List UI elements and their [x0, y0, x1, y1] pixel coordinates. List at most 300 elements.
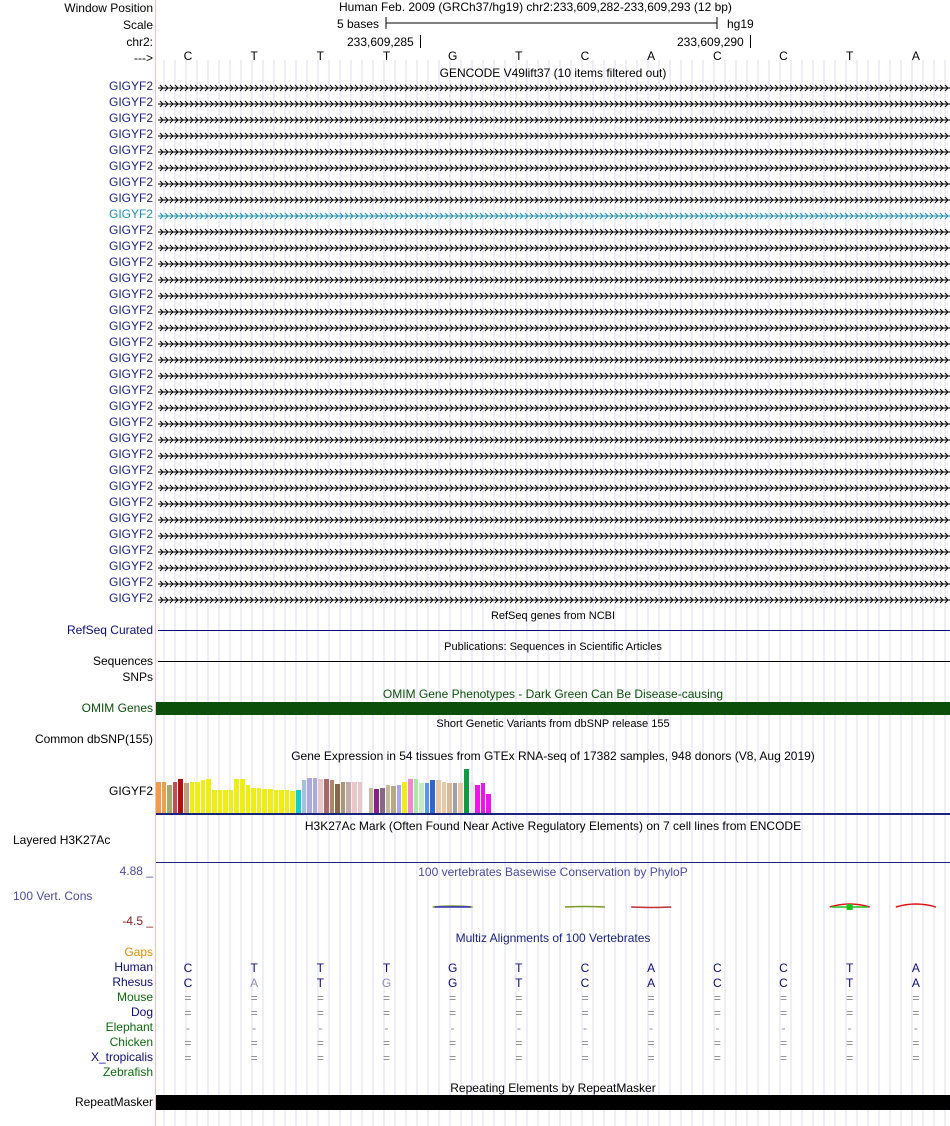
gencode-transcript[interactable]	[156, 546, 950, 556]
gencode-transcript-label[interactable]: GIGYF2	[108, 143, 153, 157]
alignment-base: =	[184, 1006, 192, 1020]
gencode-transcript-label[interactable]: GIGYF2	[108, 207, 153, 221]
alignment-base: =	[515, 1051, 523, 1065]
alignment-base: =	[713, 1051, 721, 1065]
gtex-tissue-bar[interactable]	[475, 785, 480, 813]
gtex-tissue-bar[interactable]	[201, 780, 206, 813]
dbsnp-title: Short Genetic Variants from dbSNP release 155	[436, 718, 670, 730]
alignment-base: =	[912, 1051, 920, 1065]
alignment-base: T	[316, 961, 324, 975]
alignment-base: C	[712, 976, 722, 990]
alignment-base: =	[316, 991, 324, 1005]
gencode-transcript-label[interactable]: GIGYF2	[108, 351, 153, 365]
gtex-tissue-bar[interactable]	[458, 783, 463, 813]
gencode-transcript[interactable]	[156, 514, 950, 524]
gtex-tissue-bar[interactable]	[206, 779, 211, 813]
alignment-base: =	[184, 1051, 192, 1065]
gencode-transcript-label[interactable]: GIGYF2	[108, 303, 153, 317]
alignment-base: =	[779, 1006, 787, 1020]
gencode-transcript[interactable]	[156, 594, 950, 604]
alignment-base: C	[779, 961, 788, 975]
gtex-tissue-bar[interactable]	[178, 779, 183, 813]
phylop-title: 100 vertebrates Basewise Conservation by PhyloP	[418, 865, 688, 879]
coord-left-tick	[420, 35, 421, 48]
sequence-base: A	[647, 49, 656, 63]
gtex-tissue-bar[interactable]	[425, 783, 430, 813]
transcript-line	[156, 275, 950, 285]
coord-right: 233,609,290	[677, 35, 744, 49]
sequence-base: T	[250, 49, 258, 63]
strand-label[interactable]: --->	[134, 51, 153, 65]
sequence-base: T	[382, 49, 391, 63]
gencode-transcript-label[interactable]: GIGYF2	[108, 511, 153, 525]
alignment-base: =	[382, 1036, 390, 1050]
transcript-line	[156, 355, 950, 365]
transcript-line	[156, 451, 950, 461]
phylop-score-mark	[847, 904, 853, 910]
gencode-transcript-label[interactable]: GIGYF2	[108, 399, 153, 413]
gtex-tissue-bar[interactable]	[190, 782, 195, 813]
gtex-tissue-bar[interactable]	[279, 790, 284, 813]
species-label[interactable]: Rhesus	[112, 975, 153, 989]
alignment-base: G	[447, 961, 458, 975]
gtex-tissue-bar[interactable]	[358, 782, 363, 813]
alignment-base: -	[252, 1021, 257, 1035]
alignment-base: =	[647, 1051, 655, 1065]
transcript-line	[156, 291, 950, 301]
gtex-tissue-bar[interactable]	[162, 782, 167, 813]
scale-bar	[384, 15, 720, 31]
alignment-base: -	[384, 1021, 389, 1035]
refseq-title: RefSeq genes from NCBI	[490, 610, 616, 622]
species-label[interactable]: Human	[114, 960, 153, 974]
scale-label[interactable]: Scale	[122, 18, 153, 32]
gtex-tissue-bar[interactable]	[335, 784, 340, 813]
alignment-base: =	[647, 1036, 655, 1050]
gencode-transcript[interactable]	[156, 242, 950, 252]
gtex-tissue-bar[interactable]	[296, 790, 301, 813]
gtex-tissue-bar[interactable]	[240, 779, 245, 813]
alignment-base: =	[713, 1006, 721, 1020]
alignment-base: =	[846, 1051, 854, 1065]
transcript-line	[156, 595, 950, 605]
gencode-transcript-label[interactable]: GIGYF2	[108, 463, 153, 477]
transcript-line	[156, 99, 950, 109]
gtex-tissue-bar[interactable]	[436, 780, 441, 813]
alignment-base: -	[583, 1021, 587, 1035]
gencode-transcript[interactable]	[156, 386, 950, 396]
transcript-line	[156, 307, 950, 317]
gtex-tissue-bar[interactable]	[257, 788, 262, 813]
alignment-base: A	[647, 976, 656, 990]
sequence-base: T	[515, 49, 523, 63]
alignment-base: =	[250, 1036, 258, 1050]
gencode-title: GENCODE V49lift37 (10 items filtered out)	[439, 66, 667, 80]
alignment-base: =	[912, 1006, 920, 1020]
transcript-line	[156, 195, 950, 205]
phylop-max-label: 4.88 _	[119, 864, 153, 878]
gtex-tissue-bar[interactable]	[369, 788, 374, 813]
gencode-transcript-label[interactable]: GIGYF2	[108, 287, 153, 301]
alignment-base: =	[713, 991, 721, 1005]
species-label[interactable]: X_tropicalis	[90, 1050, 153, 1064]
h3k27ac-label[interactable]: Layered H3K27Ac	[13, 833, 111, 847]
gencode-transcript[interactable]	[156, 162, 950, 172]
gencode-transcript-label[interactable]: GIGYF2	[108, 271, 153, 285]
sequence-base: C	[183, 49, 193, 63]
gencode-transcript[interactable]	[156, 226, 950, 236]
omim-title: OMIM Gene Phenotypes - Dark Green Can Be Disease-causing	[382, 687, 724, 701]
gencode-transcript-label[interactable]: GIGYF2	[108, 319, 153, 333]
gencode-transcript[interactable]	[156, 450, 950, 460]
alignment-base: A	[911, 976, 920, 990]
gencode-transcript[interactable]	[156, 578, 950, 588]
transcript-line	[156, 563, 950, 573]
gencode-transcript[interactable]	[156, 402, 950, 412]
transcript-line	[156, 147, 950, 157]
alignment-base: =	[581, 1036, 589, 1050]
alignment-base: A	[250, 976, 259, 990]
repeatmasker-title: Repeating Elements by RepeatMasker	[450, 1081, 656, 1095]
alignment-base: =	[515, 1036, 523, 1050]
gencode-transcript-label[interactable]: GIGYF2	[108, 79, 153, 93]
alignment-base: -	[186, 1021, 190, 1035]
transcript-line	[156, 259, 950, 269]
gtex-label[interactable]: GIGYF2	[108, 784, 153, 798]
alignment-base: T	[515, 976, 523, 990]
gtex-chart[interactable]	[156, 763, 536, 813]
transcript-line	[156, 387, 950, 397]
species-label[interactable]: Zebrafish	[102, 1065, 153, 1079]
transcript-line	[156, 339, 950, 349]
gencode-transcript-label[interactable]: GIGYF2	[108, 591, 153, 605]
coord-right-tick	[750, 35, 751, 48]
gencode-transcript-label[interactable]: GIGYF2	[108, 335, 153, 349]
gtex-tissue-bar[interactable]	[447, 783, 452, 813]
transcript-line	[156, 131, 950, 141]
sequences-label[interactable]: Sequences	[92, 654, 153, 668]
gencode-transcript[interactable]	[156, 178, 950, 188]
gencode-transcript-label[interactable]: GIGYF2	[108, 575, 153, 589]
transcript-line	[156, 83, 950, 93]
gencode-transcript-label[interactable]: GIGYF2	[108, 383, 153, 397]
gencode-transcript[interactable]	[156, 498, 950, 508]
alignment-base: G	[381, 976, 392, 990]
gencode-transcript-label[interactable]: GIGYF2	[108, 95, 153, 109]
gencode-transcript-label[interactable]: GIGYF2	[108, 543, 153, 557]
transcript-line	[156, 435, 950, 445]
gtex-tissue-bar[interactable]	[251, 788, 256, 813]
gtex-tissue-bar[interactable]	[324, 779, 329, 813]
gencode-transcript-label[interactable]: GIGYF2	[108, 255, 153, 269]
gencode-transcript-label[interactable]: GIGYF2	[108, 239, 153, 253]
phylop-min-label: -4.5 _	[122, 914, 153, 928]
alignment-base: -	[781, 1021, 786, 1035]
alignment-base: -	[450, 1021, 455, 1035]
alignment-base: G	[447, 976, 458, 990]
gencode-transcript-label[interactable]: GIGYF2	[108, 159, 153, 173]
transcript-line	[156, 403, 950, 413]
gencode-transcript[interactable]	[156, 370, 950, 380]
gencode-transcript[interactable]	[156, 114, 950, 124]
alignment-base: =	[779, 1036, 787, 1050]
transcript-line	[156, 499, 950, 509]
gencode-transcript[interactable]	[156, 466, 950, 476]
alignment-base: -	[649, 1021, 654, 1035]
transcript-line	[156, 419, 950, 429]
species-label[interactable]: Mouse	[116, 990, 153, 1004]
h3k27ac-baseline	[156, 862, 950, 863]
gtex-tissue-bar[interactable]	[313, 778, 318, 813]
transcript-line	[156, 515, 950, 525]
gtex-tissue-bar[interactable]	[167, 785, 172, 813]
gencode-transcript[interactable]	[156, 274, 950, 284]
sequence-base: A	[911, 49, 920, 63]
gtex-tissue-bar[interactable]	[453, 783, 458, 813]
gtex-tissue-bar[interactable]	[397, 785, 402, 813]
alignment-base: =	[647, 1006, 655, 1020]
gtex-tissue-bar[interactable]	[290, 791, 295, 813]
transcript-line	[156, 483, 950, 493]
alignment-base: -	[318, 1021, 323, 1035]
gtex-tissue-bar[interactable]	[363, 780, 368, 813]
gtex-tissue-bar[interactable]	[234, 779, 239, 813]
gtex-tissue-bar[interactable]	[318, 779, 323, 813]
dbsnp-label[interactable]: Common dbSNP(155)	[34, 732, 153, 746]
gtex-tissue-bar[interactable]	[184, 783, 189, 813]
gtex-tissue-bar[interactable]	[173, 782, 178, 813]
alignment-base: =	[581, 991, 589, 1005]
scale-text: 5 bases	[337, 17, 380, 31]
transcript-line	[156, 371, 950, 381]
refseq-line[interactable]	[158, 630, 950, 631]
gencode-transcript[interactable]	[156, 194, 950, 204]
h3k27ac-title: H3K27Ac Mark (Often Found Near Active Regulatory Elements) on 7 cell lines from ENCODE	[304, 819, 802, 833]
alignment-base: =	[184, 991, 192, 1005]
gencode-transcript[interactable]	[156, 418, 950, 428]
alignment-base: -	[715, 1021, 720, 1035]
gencode-transcript[interactable]	[156, 130, 950, 140]
alignment-base: -	[913, 1021, 918, 1035]
species-label[interactable]: Dog	[130, 1005, 153, 1019]
coord-left: 233,609,285	[347, 35, 414, 49]
gtex-tissue-bar[interactable]	[386, 785, 391, 813]
gencode-transcript[interactable]	[156, 482, 950, 492]
gtex-tissue-bar[interactable]	[414, 779, 419, 813]
alignment-base: =	[912, 1036, 920, 1050]
gencode-transcript[interactable]	[156, 290, 950, 300]
transcript-line	[156, 179, 950, 189]
omim-bar[interactable]	[156, 702, 950, 715]
gtex-tissue-bar[interactable]	[419, 783, 424, 813]
alignment-base: C	[183, 961, 193, 975]
gencode-transcript[interactable]	[156, 258, 950, 268]
gtex-title: Gene Expression in 54 tissues from GTEx RNA-seq of 17382 samples, 948 donors (V8, Aug 2019)	[291, 749, 815, 763]
phylop-score-mark	[896, 904, 936, 907]
gtex-tissue-bar[interactable]	[274, 790, 279, 813]
alignment-base: T	[316, 976, 324, 990]
alignment-base: =	[647, 991, 655, 1005]
alignment-base: T	[382, 961, 391, 975]
repeatmasker-label[interactable]: RepeatMasker	[74, 1095, 153, 1109]
scale-db-text: hg19	[727, 17, 754, 31]
sequence-base: C	[712, 49, 722, 63]
gtex-tissue-bar[interactable]	[229, 790, 234, 813]
gencode-transcript[interactable]	[156, 562, 950, 572]
gtex-tissue-bar[interactable]	[380, 788, 385, 813]
alignment-base: C	[580, 976, 590, 990]
gencode-transcript-label[interactable]: GIGYF2	[108, 175, 153, 189]
publications-line[interactable]	[158, 661, 950, 662]
gencode-transcript[interactable]	[156, 82, 950, 92]
window-position-label: Window Position	[64, 1, 153, 15]
alignment-base: =	[912, 991, 920, 1005]
alignment-base: A	[911, 961, 920, 975]
gencode-transcript-label[interactable]: GIGYF2	[108, 527, 153, 541]
alignment-base: =	[449, 1006, 457, 1020]
species-label[interactable]: Elephant	[105, 1020, 153, 1034]
gtex-tissue-bar[interactable]	[285, 790, 290, 813]
gtex-tissue-bar[interactable]	[391, 786, 396, 813]
gtex-tissue-bar[interactable]	[352, 782, 357, 813]
gencode-transcript-label[interactable]: GIGYF2	[108, 495, 153, 509]
alignment-base: =	[846, 991, 854, 1005]
alignment-base: -	[516, 1021, 521, 1035]
sequence-base: T	[845, 49, 854, 63]
phylop-score-mark	[565, 907, 605, 908]
assembly-position-text: Human Feb. 2009 (GRCh37/hg19) chr2:233,609,282-233,609,293 (12 bp)	[339, 0, 732, 14]
gtex-tissue-bar[interactable]	[212, 790, 217, 813]
gencode-transcript-label[interactable]: GIGYF2	[108, 479, 153, 493]
transcript-line	[156, 323, 950, 333]
gtex-tissue-bar[interactable]	[302, 780, 307, 813]
gtex-tissue-bar[interactable]	[218, 790, 223, 813]
alignment-base: T	[845, 961, 854, 975]
gencode-transcript-label[interactable]: GIGYF2	[108, 559, 153, 573]
gencode-transcript-label[interactable]: GIGYF2	[108, 111, 153, 125]
gtex-tissue-bar[interactable]	[341, 782, 346, 813]
alignment-base: =	[449, 1051, 457, 1065]
gencode-transcript[interactable]	[156, 322, 950, 332]
alignment-base: =	[581, 1006, 589, 1020]
gencode-transcript-label[interactable]: GIGYF2	[108, 415, 153, 429]
gtex-tissue-bar[interactable]	[481, 783, 486, 813]
gencode-transcript-label[interactable]: GIGYF2	[108, 191, 153, 205]
gtex-tissue-bar[interactable]	[470, 782, 475, 813]
alignment-base: =	[382, 1051, 390, 1065]
gencode-transcript[interactable]	[156, 338, 950, 348]
gtex-tissue-bar[interactable]	[262, 789, 267, 813]
gencode-transcript[interactable]	[156, 354, 950, 364]
gencode-transcript[interactable]	[156, 306, 950, 316]
transcript-line	[156, 531, 950, 541]
track-area[interactable]	[156, 0, 950, 1126]
gtex-tissue-bar[interactable]	[374, 789, 379, 813]
alignment-base: C	[712, 961, 722, 975]
gtex-tissue-bar[interactable]	[430, 780, 435, 813]
alignment-base: =	[779, 991, 787, 1005]
repeatmasker-bar[interactable]	[156, 1095, 950, 1110]
alignment-base: =	[250, 1051, 258, 1065]
gtex-tissue-bar[interactable]	[402, 782, 407, 813]
alignment-base: =	[382, 991, 390, 1005]
alignment-base: T	[845, 976, 854, 990]
transcript-line	[156, 467, 950, 477]
alignment-base: =	[515, 991, 523, 1005]
gencode-transcript[interactable]	[156, 98, 950, 108]
gencode-transcript-label[interactable]: GIGYF2	[108, 447, 153, 461]
alignment-base: T	[515, 961, 523, 975]
gencode-transcript[interactable]	[156, 530, 950, 540]
gaps-label: Gaps	[124, 945, 153, 959]
gtex-tissue-bar[interactable]	[156, 782, 161, 813]
track-labels	[0, 0, 156, 1126]
gtex-tissue-bar[interactable]	[268, 789, 273, 813]
alignment-base: C	[580, 961, 590, 975]
phylop-plot[interactable]	[156, 880, 950, 930]
gencode-transcript-label[interactable]: GIGYF2	[108, 127, 153, 141]
transcript-line	[156, 227, 950, 237]
gtex-tissue-bar[interactable]	[442, 782, 447, 813]
gencode-transcript[interactable]	[156, 434, 950, 444]
gtex-tissue-bar[interactable]	[464, 769, 469, 813]
transcript-line	[156, 243, 950, 253]
gencode-transcript[interactable]	[156, 146, 950, 156]
transcript-line	[156, 115, 950, 125]
snps-label[interactable]: SNPs	[122, 670, 153, 684]
alignment-base: =	[316, 1036, 324, 1050]
gencode-transcript[interactable]	[156, 210, 950, 220]
refseq-label[interactable]: RefSeq Curated	[66, 623, 153, 637]
omim-label[interactable]: OMIM Genes	[81, 701, 153, 715]
alignment-base: T	[250, 961, 258, 975]
alignment-base: =	[581, 1051, 589, 1065]
alignment-base: =	[184, 1036, 192, 1050]
gtex-tissue-bar[interactable]	[307, 778, 312, 813]
alignment-base: =	[449, 991, 457, 1005]
alignment-base: =	[713, 1036, 721, 1050]
phylop-label[interactable]: 100 Vert. Cons	[13, 889, 93, 903]
gtex-tissue-bar[interactable]	[330, 780, 335, 813]
alignment-base: =	[779, 1051, 787, 1065]
alignment-base: -	[847, 1021, 852, 1035]
sequence-base: T	[316, 49, 324, 63]
gencode-transcript-label[interactable]: GIGYF2	[108, 431, 153, 445]
gtex-tissue-bar[interactable]	[195, 782, 200, 813]
publications-title: Publications: Sequences in Scientific Articles	[444, 641, 662, 653]
transcript-line	[156, 211, 950, 221]
alignment-base: C	[183, 976, 193, 990]
alignment-base: C	[779, 976, 788, 990]
gtex-tissue-bar[interactable]	[246, 785, 251, 813]
sequence-base: G	[447, 49, 458, 63]
species-label[interactable]: Chicken	[109, 1035, 153, 1049]
gtex-tissue-bar[interactable]	[408, 779, 413, 813]
transcript-line	[156, 163, 950, 173]
gencode-transcript-label[interactable]: GIGYF2	[108, 367, 153, 381]
transcript-line	[156, 547, 950, 557]
gencode-transcript-label[interactable]: GIGYF2	[108, 223, 153, 237]
chrom-label[interactable]: chr2:	[126, 35, 153, 49]
gtex-tissue-bar[interactable]	[486, 794, 491, 813]
gtex-tissue-bar[interactable]	[346, 782, 351, 813]
gtex-tissue-bar[interactable]	[223, 790, 228, 813]
multiz-title: Multiz Alignments of 100 Vertebrates	[455, 931, 651, 945]
alignment-base: A	[647, 961, 656, 975]
alignment-base: =	[316, 1051, 324, 1065]
alignment-base: =	[846, 1006, 854, 1020]
alignment-base: =	[515, 1006, 523, 1020]
